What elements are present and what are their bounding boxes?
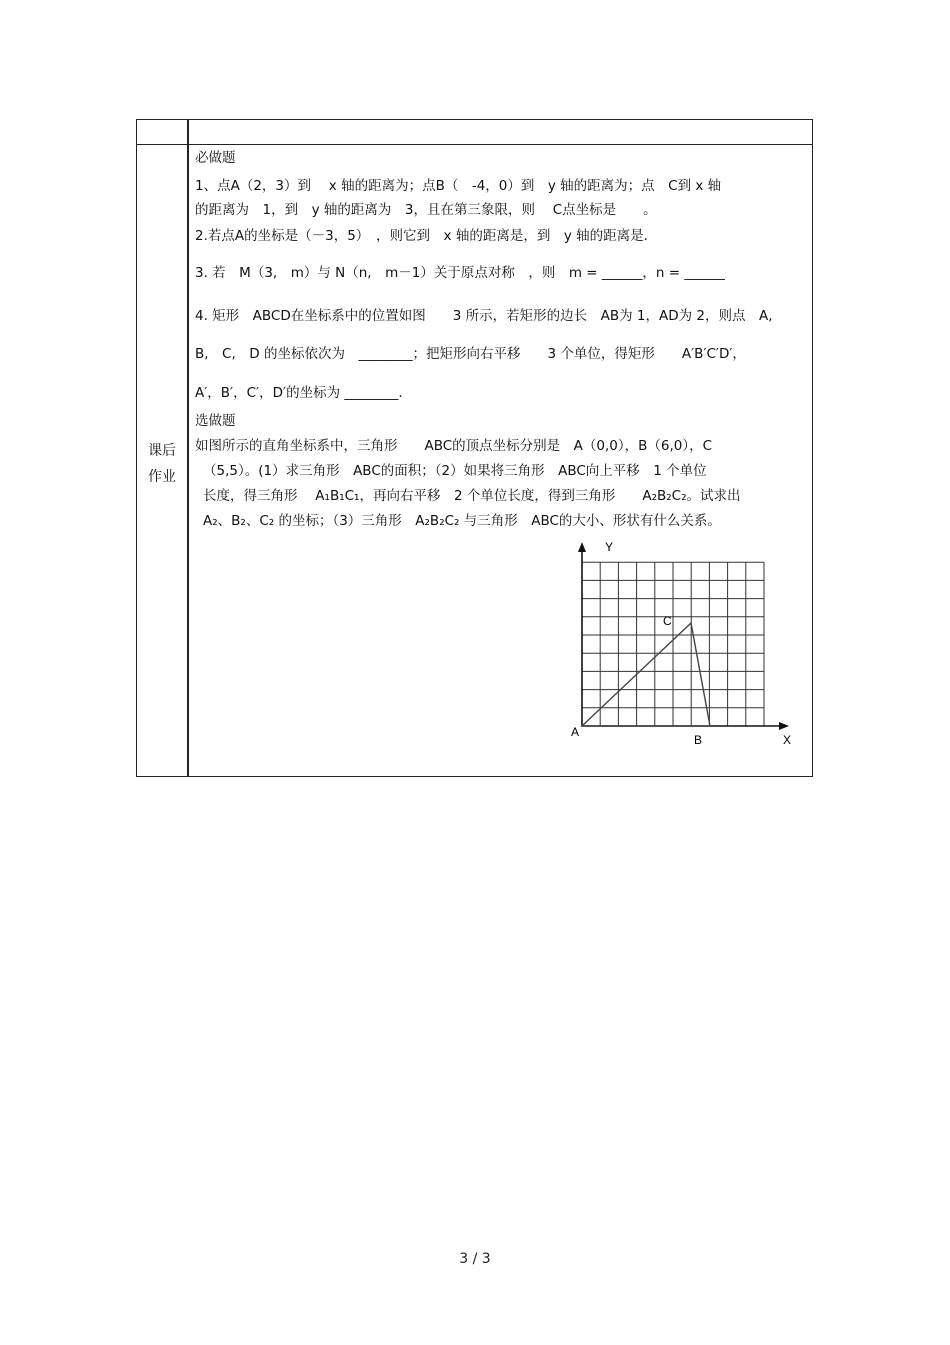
question-4-line-1: 4. 矩形 ABCD在坐标系中的位置如图 3 所示，若矩形的边长 AB为 1，AD为 2，则点 A, (195, 308, 773, 324)
coordinate-grid-figure (567, 536, 802, 751)
x-axis-arrow-icon (779, 722, 789, 730)
column-divider (187, 120, 189, 776)
side-label (137, 438, 187, 490)
question-3: 3. 若 M（3, m）与 N（n, m－1）关于原点对称 ，则 m = ______，n = ______ (195, 265, 725, 281)
side-label-line2: 作业 (148, 469, 176, 485)
point-c-label: C (663, 614, 672, 628)
point-b-label: B (694, 733, 703, 747)
question-4-line-3: A′，B′，C′，D′的坐标为 ________. (195, 385, 403, 401)
x-axis-label: X (783, 733, 792, 747)
optional-title: 选做题 (195, 413, 236, 429)
optional-line-3: 长度，得三角形 A₁B₁C₁，再向右平移 2 个单位长度，得到三角形 A₂B₂C₂。试求出 (203, 488, 741, 504)
optional-line-2: （5,5）。(1）求三角形 ABC的面积；（2）如果将三角形 ABC向上平移 1 个单位 (203, 463, 707, 479)
side-label-line1: 课后 (148, 443, 176, 459)
question-4-line-2: B, C, D 的坐标依次为 ________；把矩形向右平移 3 个单位，得矩形 A′B′C′D′， (195, 346, 746, 362)
header-row-divider (137, 144, 812, 145)
optional-line-4: A₂、B₂、C₂ 的坐标；（3）三角形 A₂B₂C₂ 与三角形 ABC的大小、形状有什么关系。 (203, 513, 721, 529)
page-number: 3 / 3 (459, 1251, 491, 1267)
y-axis-arrow-icon (578, 542, 586, 552)
homework-table (136, 119, 813, 777)
question-2: 2.若点A的坐标是（－3，5） ，则它到 x 轴的距离是，到 y 轴的距离是. (195, 228, 648, 244)
y-axis-label: Y (605, 540, 614, 554)
optional-line-1: 如图所示的直角坐标系中，三角形 ABC的顶点坐标分别是 A（0,0），B（6,0），C (195, 438, 713, 454)
point-a-label: A (571, 725, 580, 739)
question-1-line-2: 的距离为 1，到 y 轴的距离为 3，且在第三象限，则 C点坐标是 。 (195, 202, 657, 218)
grid-lines (582, 562, 764, 726)
question-1-line-1: 1、点A（2，3）到 x 轴的距离为；点B（ -4，0）到 y 轴的距离为；点 C到 x 轴 (195, 178, 722, 194)
required-title: 必做题 (195, 150, 236, 166)
